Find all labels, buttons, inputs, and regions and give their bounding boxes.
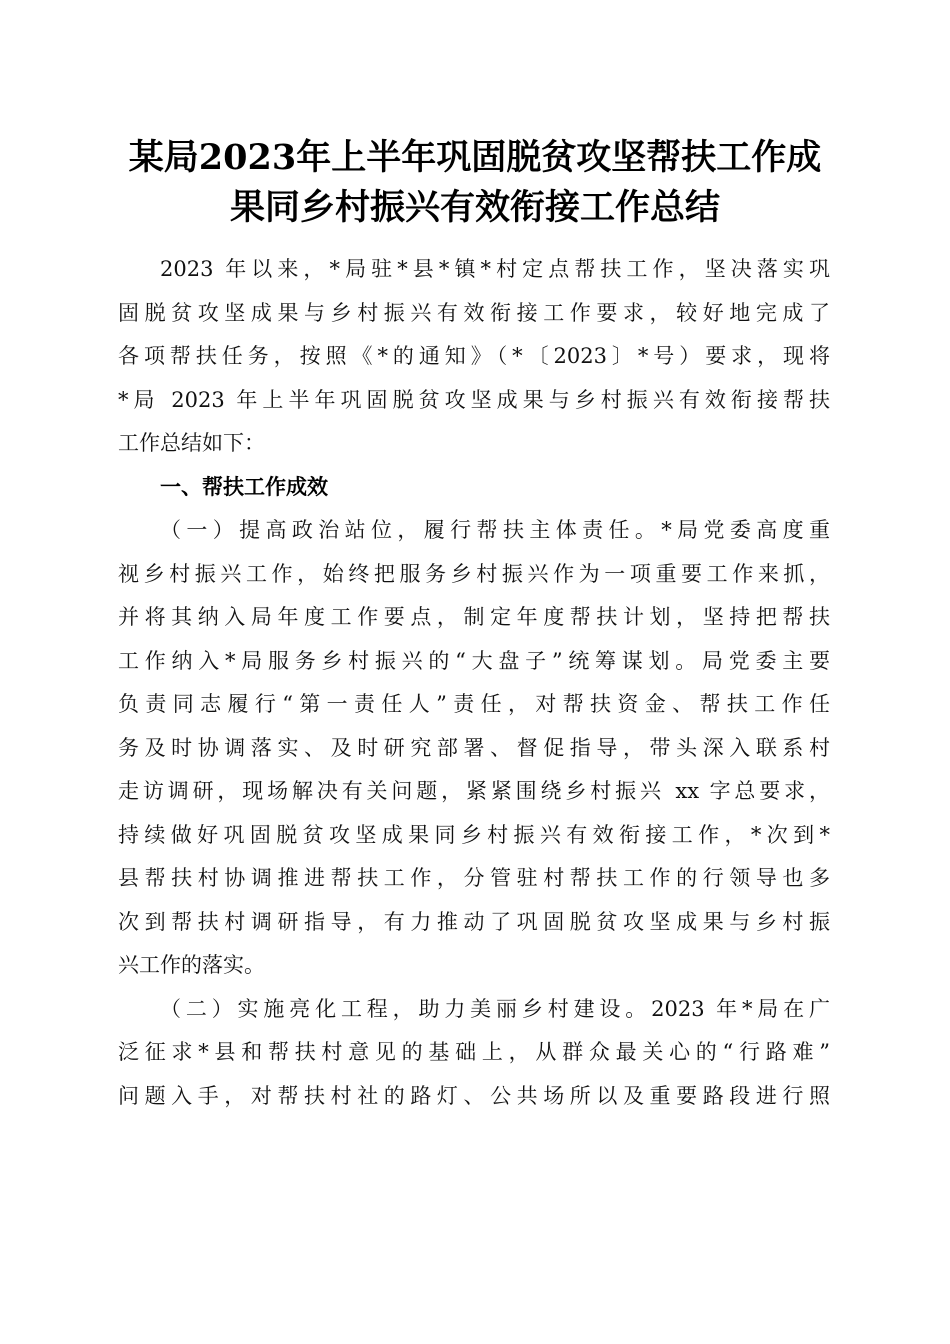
para1-line-8: 持续做好巩固脱贫攻坚成果同乡村振兴有效衔接工作，*次到* <box>118 822 830 847</box>
section-heading: 一、帮扶工作成效 <box>160 474 328 499</box>
para1-line-11: 兴工作的落实。 <box>118 953 265 977</box>
para1-line-2: 视乡村振兴工作，始终把服务乡村振兴作为一项重要工作来抓， <box>118 561 830 586</box>
paragraph-1 <box>118 509 830 988</box>
intro-line-2: 固脱贫攻坚成果与乡村振兴有效衔接工作要求，较好地完成了 <box>118 300 830 325</box>
intro-paragraph <box>118 248 830 466</box>
document-title <box>110 133 840 233</box>
title-line-2: 果同乡村振兴有效衔接工作总结 <box>229 187 720 228</box>
title-line-1: 某局2023年上半年巩固脱贫攻坚帮扶工作成 <box>128 137 822 178</box>
intro-line-5: 工作总结如下： <box>118 431 265 455</box>
para2-line-3: 问题入手，对帮扶村社的路灯、公共场所以及重要路段进行照 <box>118 1083 830 1108</box>
para1-line-4: 工作纳入*局服务乡村振兴的“大盘子”统筹谋划。局党委主要 <box>118 648 830 673</box>
para1-line-3: 并将其纳入局年度工作要点，制定年度帮扶计划，坚持把帮扶 <box>118 605 830 629</box>
para1-line-7: 走访调研，现场解决有关问题，紧紧围绕乡村振兴 xx 字总要求， <box>118 779 830 803</box>
document-body <box>118 248 830 1118</box>
intro-line-3: 各项帮扶任务，按照《*的通知》（*〔2023〕*号）要求，现将 <box>118 344 830 368</box>
intro-line-4: *局 2023 年上半年巩固脱贫攻坚成果与乡村振兴有效衔接帮扶 <box>118 387 830 412</box>
para1-line-5: 负责同志履行“第一责任人”责任，对帮扶资金、帮扶工作任 <box>118 692 830 716</box>
paragraph-2 <box>118 988 830 1119</box>
para2-line-1: （二）实施亮化工程，助力美丽乡村建设。2023 年*局在广 <box>160 996 830 1021</box>
para1-line-9: 县帮扶村协调推进帮扶工作，分管驻村帮扶工作的行领导也多 <box>118 866 830 890</box>
para1-line-1: （一）提高政治站位，履行帮扶主体责任。*局党委高度重 <box>160 518 830 542</box>
para2-line-2: 泛征求*县和帮扶村意见的基础上，从群众最关心的“行路难” <box>118 1040 830 1064</box>
para1-line-10: 次到帮扶村调研指导，有力推动了巩固脱贫攻坚成果与乡村振 <box>118 909 830 934</box>
para1-line-6: 务及时协调落实、及时研究部署、督促指导，带头深入联系村 <box>118 735 830 760</box>
intro-line-1: 2023 年以来，*局驻*县*镇*村定点帮扶工作，坚决落实巩 <box>160 257 830 281</box>
